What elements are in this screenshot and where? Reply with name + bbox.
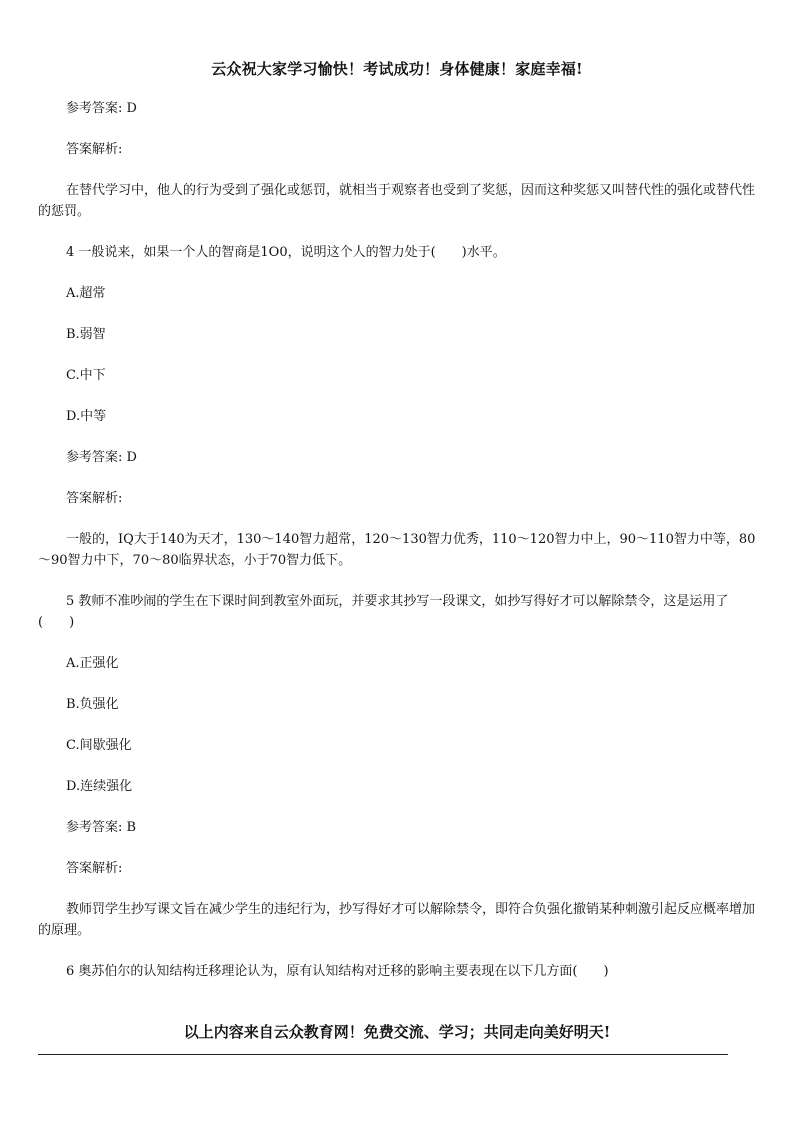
option-c: C.中下 <box>66 368 106 383</box>
page-footer: 以上内容来自云众教育网！免费交流、学习；共同走向美好明天! <box>183 1023 611 1041</box>
explanation-text: 在替代学习中，他人的行为受到了强化或惩罚，就相当于观察者也受到了奖惩，因而这种奖惩又叫替代性的强化或替代性的惩罚。 <box>38 183 756 219</box>
option-a: A.超常 <box>66 286 106 301</box>
question-5: 5 教师不准吵闹的学生在下课时间到教室外面玩，并要求其抄写一段课文，如抄写得好才可以解除禁令，这是运用了( ) <box>38 594 729 630</box>
option-b: B.弱智 <box>66 327 106 342</box>
answer-label: 参考答案: D <box>66 101 137 116</box>
explanation-label: 答案解析: <box>66 861 123 876</box>
answer-label: 参考答案: B <box>66 820 137 835</box>
footer-divider <box>38 1054 728 1055</box>
page-header: 云众祝大家学习愉快！考试成功！身体健康！家庭幸福! <box>211 60 583 78</box>
explanation-label: 答案解析: <box>66 491 123 506</box>
explanation-text: 一般的，IQ大于140为天才，130～140智力超常，120～130智力优秀，110～120智力中上，90～110智力中等，80～90智力中下，70～80临界状态，小于70智力低下。 <box>38 532 756 568</box>
answer-label: 参考答案: D <box>66 450 137 465</box>
option-a: A.正强化 <box>66 656 119 671</box>
question-6: 6 奥苏伯尔的认知结构迁移理论认为，原有认知结构对迁移的影响主要表现在以下几方面( ) <box>66 964 609 979</box>
option-c: C.间歇强化 <box>66 738 132 753</box>
document-body <box>38 98 758 1002</box>
option-d: D.连续强化 <box>66 779 133 794</box>
explanation-label: 答案解析: <box>66 142 123 157</box>
question-4: 4 一般说来，如果一个人的智商是1O0，说明这个人的智力处于( )水平。 <box>66 245 506 260</box>
option-d: D.中等 <box>66 409 107 424</box>
option-b: B.负强化 <box>66 697 119 712</box>
explanation-text: 教师罚学生抄写课文旨在减少学生的违纪行为，抄写得好才可以解除禁令，即符合负强化撤销某种刺激引起反应概率增加的原理。 <box>38 902 756 938</box>
